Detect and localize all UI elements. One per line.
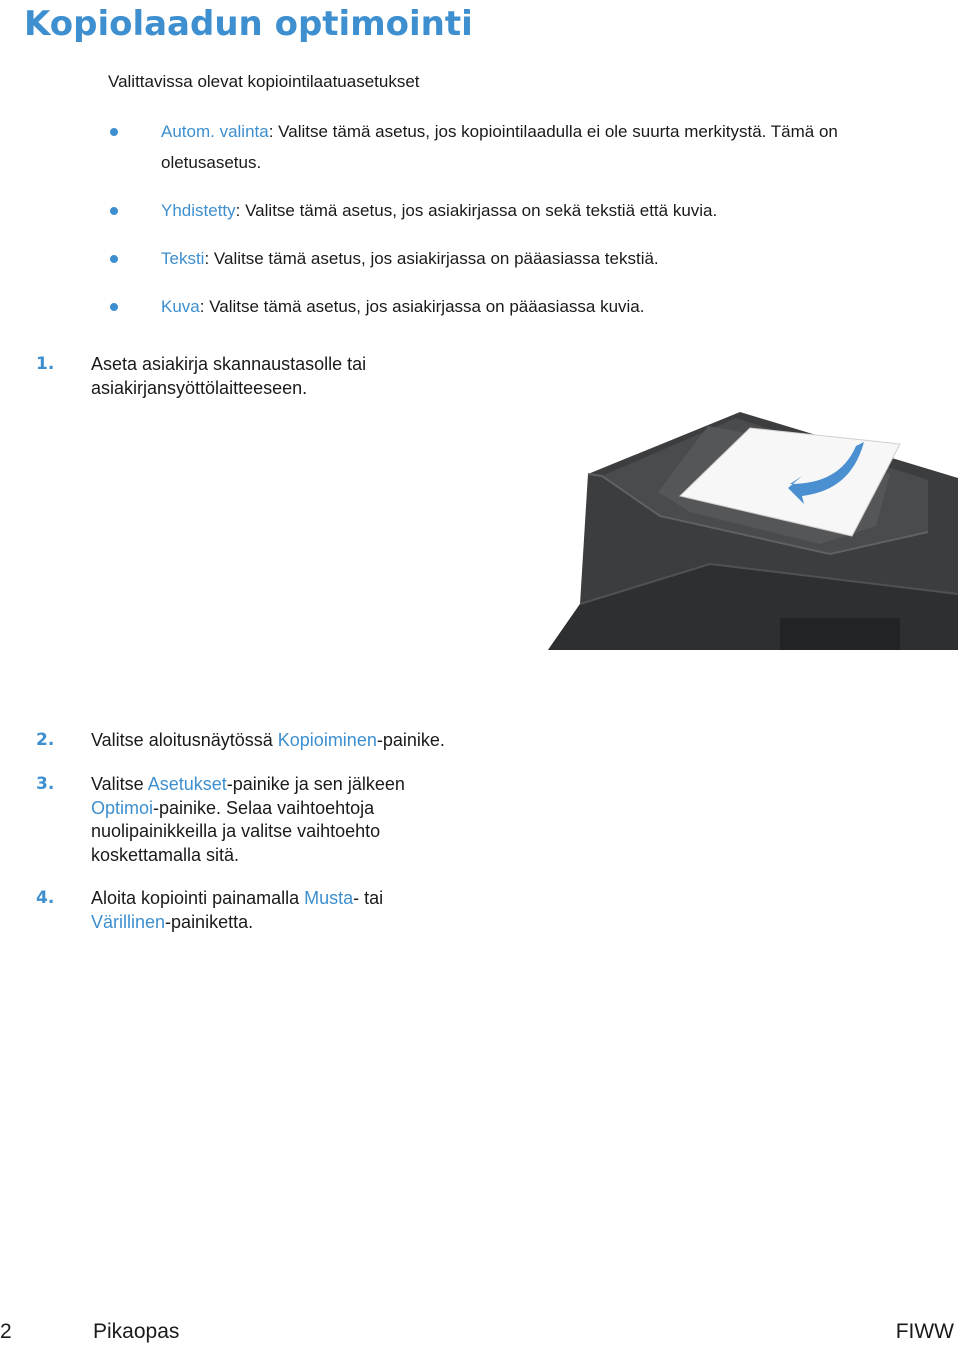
step-number: 3.	[36, 774, 55, 794]
intro-text: Valittavissa olevat kopiointilaatuasetukset	[108, 72, 420, 91]
option-desc: : Valitse tämä asetus, jos asiakirjassa on pääasiassa tekstiä.	[204, 249, 659, 268]
copy-button-ref: Kopioiminen	[277, 730, 377, 750]
option-desc: : Valitse tämä asetus, jos kopiointilaadulla ei ole suurta merkitystä. Tämä on oletusasetus.	[161, 122, 838, 172]
option-name: Yhdistetty	[161, 201, 236, 220]
step-2	[36, 729, 456, 753]
option-name: Autom. valinta	[161, 122, 269, 141]
step-text-end: -painike.	[376, 730, 445, 750]
step-3	[36, 773, 406, 867]
step-text-mid: -painike ja sen jälkeen	[226, 774, 405, 794]
step-text-end: -painike. Selaa vaihtoehtoja nuolipainikkeilla ja valitse vaihtoehto koskettamalla sitä.	[91, 797, 381, 865]
step-text-mid: - tai	[353, 888, 384, 908]
bullet-icon	[110, 303, 118, 311]
quality-options-list	[108, 116, 908, 339]
step-4	[36, 887, 406, 934]
step-text-end: -painiketta.	[165, 911, 254, 932]
page-title: Kopiolaadun optimointi	[24, 4, 473, 44]
option-desc: : Valitse tämä asetus, jos asiakirjassa on pääasiassa kuvia.	[199, 297, 645, 316]
step-number: 2.	[36, 730, 55, 750]
step-text: Aloita kopiointi painamalla	[91, 888, 305, 908]
optimize-button-ref: Optimoi	[91, 797, 154, 818]
option-name: Teksti	[161, 249, 205, 268]
option-mixed	[108, 195, 908, 226]
step-text: Valitse	[91, 774, 148, 794]
option-desc: : Valitse tämä asetus, jos asiakirjassa on sekä tekstiä että kuvia.	[235, 201, 718, 220]
bullet-icon	[110, 255, 118, 263]
bullet-icon	[110, 128, 118, 136]
step-1	[36, 353, 396, 400]
black-button-ref: Musta	[304, 888, 354, 908]
bullet-icon	[110, 207, 118, 215]
step-number: 4.	[36, 888, 55, 908]
footer-code: FIWW	[895, 1320, 954, 1343]
step-text: Valitse aloitusnäytössä	[91, 730, 278, 750]
option-text	[108, 243, 908, 274]
control-panel	[780, 618, 900, 650]
printer-illustration	[540, 404, 960, 650]
settings-button-ref: Asetukset	[147, 774, 227, 794]
footer-section: Pikaopas	[93, 1320, 180, 1343]
option-name: Kuva	[161, 297, 200, 316]
step-text: Aseta asiakirja skannaustasolle tai asiakirjansyöttölaitteeseen.	[91, 354, 367, 398]
color-button-ref: Värillinen	[91, 911, 166, 932]
option-picture	[108, 291, 908, 322]
option-auto	[108, 116, 908, 178]
page-number: 2	[0, 1320, 12, 1343]
step-number: 1.	[36, 354, 55, 374]
